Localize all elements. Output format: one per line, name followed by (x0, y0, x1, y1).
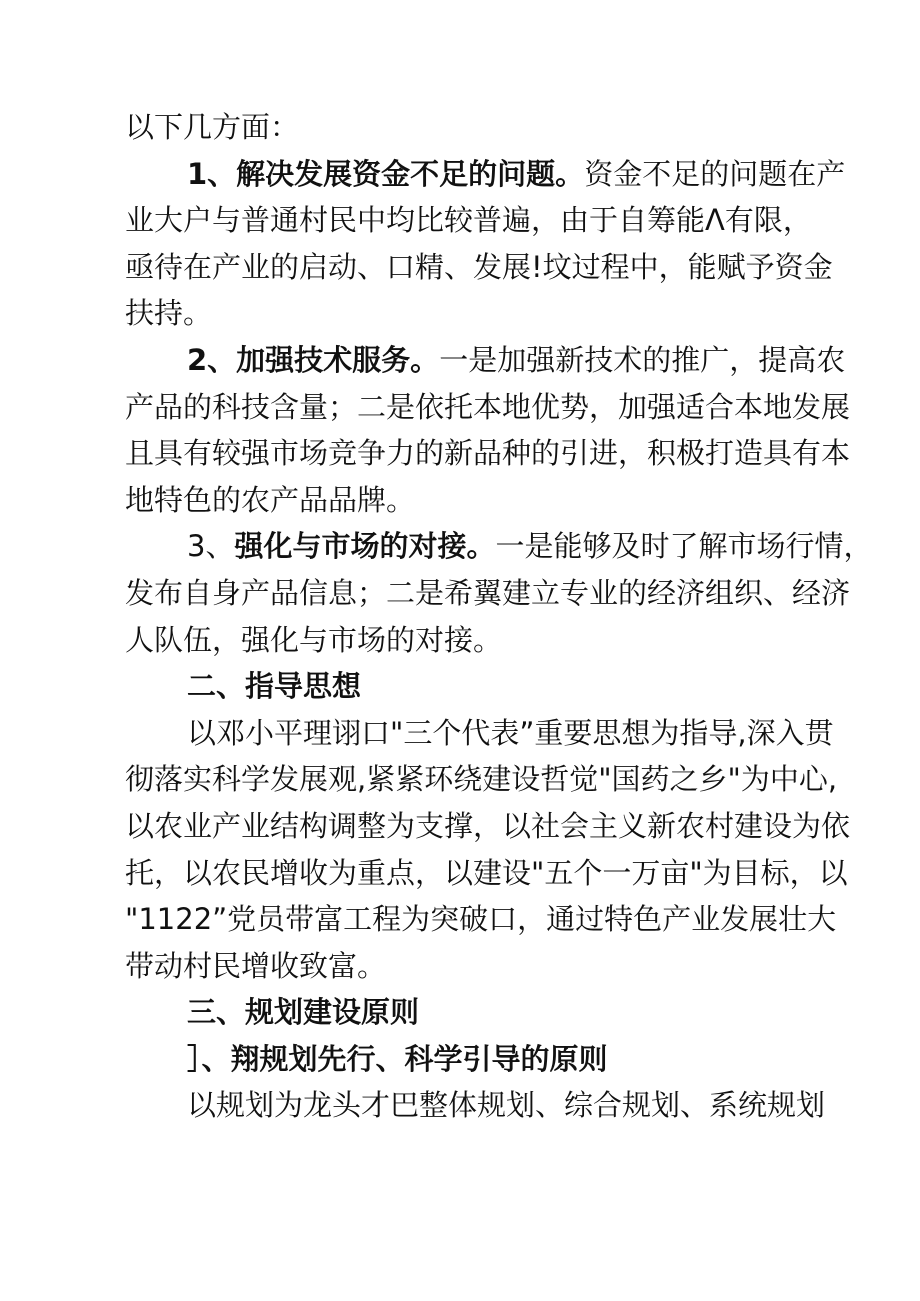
bold-heading: ］、翔规划先行、科学引导的原则 (187, 1041, 608, 1076)
text-line (125, 989, 807, 1036)
text-line (125, 1082, 826, 1129)
text-line (125, 290, 807, 337)
bold-heading: 2、加强技术服务。 (187, 342, 440, 377)
bold-heading: 1、解决发展资金不足的问题。 (187, 156, 585, 191)
text-line (125, 756, 838, 803)
text-line (125, 197, 812, 244)
body-text: 扶持。 (125, 296, 213, 331)
text-line (125, 1036, 807, 1083)
body-text: 地特色的农产品品牌。 (125, 482, 416, 517)
body-text: 以农业产业结构调整为支撑，以社会主义新农村建设为依 (125, 808, 851, 843)
list-number: 3、 (187, 529, 235, 564)
text-line (125, 384, 851, 431)
text-line (125, 430, 851, 477)
text-line (125, 803, 851, 850)
text-line (125, 244, 833, 291)
body-text: 彻落实科学发展观,紧紧环绕建设哲觉"国药之乡"为中心, (125, 762, 838, 797)
document-page (125, 104, 873, 1129)
body-text: 业大户与普通村民中均比较普遍，由于自筹能Λ有限， (125, 203, 812, 238)
text-line (125, 151, 846, 198)
text-line (125, 896, 837, 943)
body-text: 一是加强新技术的推广，提高农 (439, 342, 846, 377)
text-line (125, 943, 807, 990)
bold-heading: 强化与市场的对接。 (234, 529, 496, 564)
body-text: 以邓小平理诩口"三个代表”重要思想为指导,深入贯 (187, 715, 834, 750)
body-text: 一是能够及时了解市场行情， (495, 529, 873, 564)
body-text: 以规划为龙头才巴整体规划、综合规划、系统规划 (187, 1088, 826, 1123)
body-text: 资金不足的问题在产 (584, 156, 846, 191)
body-text: 带动村民增收致富。 (125, 948, 387, 983)
body-text: 且具有较强市场竞争力的新品种的引进，积极打造具有本 (125, 436, 851, 471)
bold-heading: 二、指导思想 (187, 669, 362, 704)
text-line (125, 850, 848, 897)
body-text: 人队伍，强化与市场的对接。 (125, 622, 503, 657)
text-line (125, 477, 807, 524)
bold-heading: 三、规划建设原则 (187, 995, 420, 1030)
body-text: 以下几方面： (125, 110, 300, 144)
text-line (125, 570, 851, 617)
text-line (125, 337, 846, 384)
text-line (125, 104, 807, 151)
body-text: 亟待在产业的启动、口精、发展!坟过程中，能赋予资金 (125, 249, 833, 284)
body-text: 发布自身产品信息；二是希翼建立专业的经济组织、经济 (125, 575, 851, 610)
body-text: "1122”党员带富工程为突破口，通过特色产业发展壮大 (125, 902, 837, 937)
text-line (125, 710, 834, 757)
body-text: 托，以农民增收为重点，以建设"五个一万亩"为目标，以 (125, 855, 848, 890)
text-line (125, 617, 807, 664)
text-line (125, 663, 807, 710)
text-line (125, 523, 873, 570)
body-text: 产品的科技含量；二是依托本地优势，加强适合本地发展 (125, 389, 851, 424)
